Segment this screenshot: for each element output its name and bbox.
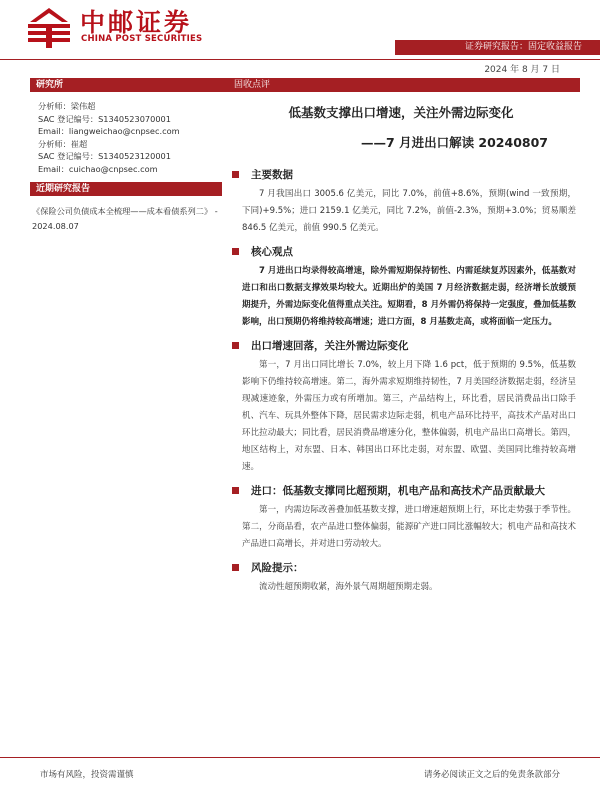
recent-report-item[interactable]: 《保险公司负债成本全梳理——成本看债系列二》 - 2024.08.07 (32, 205, 218, 231)
report-date: 2024 年 8 月 7 日 (484, 65, 560, 75)
analyst-sac: SAC 登记编号：S1340523070001 (38, 113, 171, 124)
section-paragraph: 7 月我国出口 3005.6 亿美元，同比 7.0%，前值+8.6%，预期(wind 一致预期，下同)+9.5%；进口 2159.1 亿美元，同比 7.2%，前值-2.3%，预期+3.0%；贸易顺差 846.5 亿美元，前值 990.5 亿美元。 (242, 189, 576, 233)
brand-name-en: CHINA POST SECURITIES (81, 34, 203, 44)
analyst-email[interactable]: Email：liangweichao@cnpsec.com (38, 126, 180, 137)
section-heading (232, 164, 580, 184)
section-heading (232, 335, 580, 355)
section-heading-text: 进口：低基数支撑同比超预期，机电产品和高技术产品贡献最大 (251, 484, 545, 497)
section-paragraph: 7 月进出口均录得较高增速，除外需短期保持韧性、内需延续复苏因素外，低基数对进口和出口数据支撑效果均较大。近期出炉的美国 7 月经济数据走弱，经济增长放缓预期提升，外需边际变化值得重点关注。短期看，8 月外需仍将保持一定强度，叠加低基数影响，出口预期仍将维持较高增速；进口方面，8 月基数走高，或将面临一定压力。 (242, 266, 576, 327)
section-heading-text: 出口增速回落，关注外需边际变化 (251, 339, 409, 352)
main-content (222, 78, 580, 596)
brand-name-cn: 中邮证券 (80, 8, 193, 37)
section-heading-text: 风险提示： (251, 561, 304, 574)
section-heading-text: 核心观点 (251, 245, 293, 258)
bullet-square-icon (232, 171, 239, 178)
bullet-square-icon (232, 564, 239, 571)
researcher-heading: 研究所 (30, 78, 222, 92)
footer-divider (0, 757, 600, 758)
section-paragraph: 流动性超预期收紧，海外景气周期超预期走弱。 (259, 582, 438, 592)
report-tag: 固收点评 (222, 78, 580, 92)
bullet-square-icon (232, 342, 239, 349)
section-heading-text: 主要数据 (251, 168, 293, 181)
analyst-list (30, 92, 222, 182)
recent-reports-heading: 近期研究报告 (30, 182, 222, 196)
section-heading (232, 480, 580, 500)
report-title: 低基数支撑出口增速，关注外需边际变化 (288, 105, 514, 120)
section-paragraph: 第一，7 月出口同比增长 7.0%，较上月下降 1.6 pct，低于预期的 9.5%，低基数影响下仍维持较高增速。第二，海外需求短期维持韧性，7 月美国经济数据走弱，经济呈现减速迹象，外需压力或有所增加。第三，产品结构上，环比看，居民消费品出口除手机、汽车、玩具外整体下降，居民需求边际走弱，机电产品环比持平，高技术产品对出口环比拉动最大；同比看，居民消费品增速分化，整体偏弱，机电产品出口高增长。第四，地区结构上，对东盟、日本、韩国出口环比走弱，对东盟、欧盟、美国同比维持较高增速。 (242, 360, 576, 472)
report-type-band: 证券研究报告：固定收益报告 (395, 40, 600, 55)
analyst-sac: SAC 登记编号：S1340523120001 (38, 151, 171, 162)
china-post-logo-icon (22, 6, 76, 50)
report-header (0, 0, 600, 58)
footer-disclaimer-note: 请务必阅读正文之后的免责条款部分 (423, 770, 560, 780)
analyst-name: 分析师：梁伟超 (38, 101, 96, 111)
section-heading (232, 557, 580, 577)
footer-risk-note: 市场有风险，投资需谨慎 (40, 770, 134, 780)
header-divider (0, 59, 600, 60)
report-subtitle: ——7 月进出口解读 20240807 (361, 135, 548, 150)
analyst-email[interactable]: Email：cuichao@cnpsec.com (38, 163, 158, 174)
bullet-square-icon (232, 487, 239, 494)
bullet-square-icon (232, 248, 239, 255)
section-paragraph: 第一，内需边际改善叠加低基数支撑，进口增速超预期上行，环比走势强于季节性。第二，分商品看，农产品进口整体偏弱，能源矿产进口同比涨幅较大；机电产品和高技术产品进口高增长，并对进口劳动较大。 (242, 505, 576, 549)
analyst-name: 分析师：崔超 (38, 138, 88, 149)
sidebar (30, 78, 222, 234)
section-heading (232, 241, 580, 261)
